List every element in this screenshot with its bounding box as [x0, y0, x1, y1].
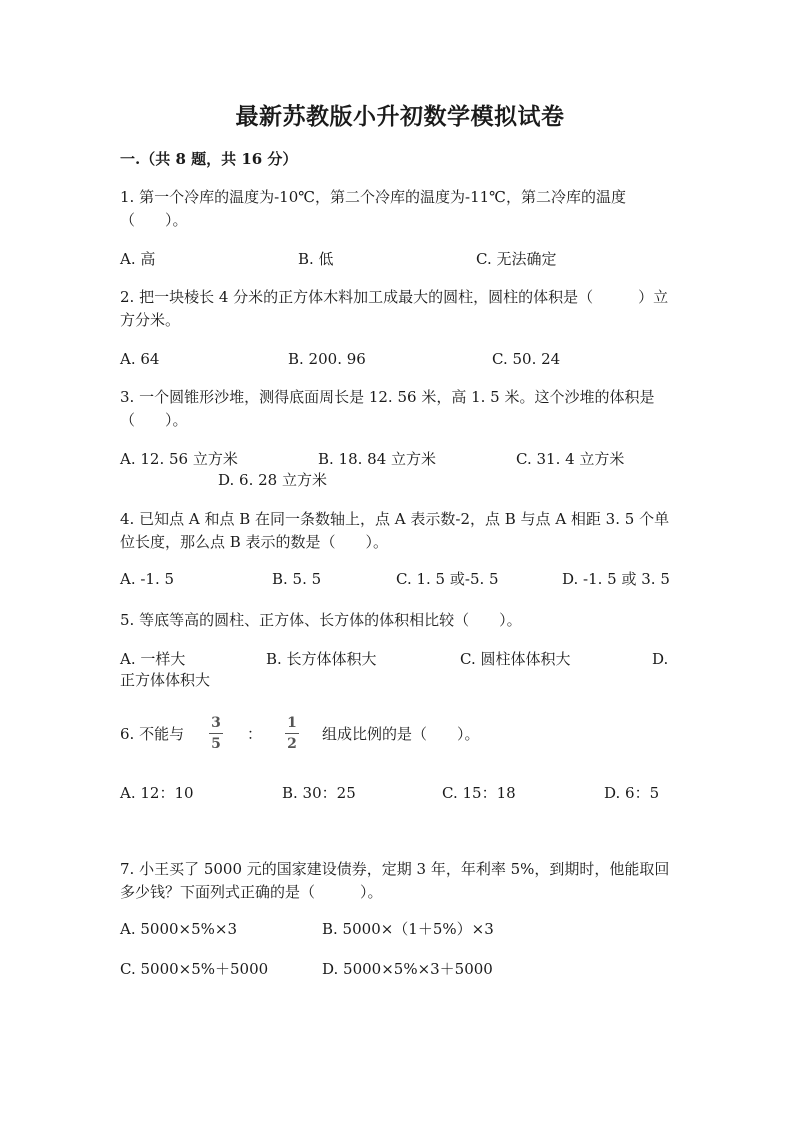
q5-option-c: C. 圆柱体体积大 [460, 650, 571, 668]
question-4: 4. 已知点 A 和点 B 在同一条数轴上，点 A 表示数-2，点 B 与点 A 相距 3. 5 个单位长度，那么点 B 表示的数是（ ）。 [120, 510, 670, 551]
q6-option-d: D. 6：5 [604, 784, 660, 802]
fraction-three-fifths [209, 715, 223, 752]
q5-option-b: B. 长方体体积大 [266, 650, 377, 668]
q3-option-c: C. 31. 4 立方米 [516, 450, 625, 468]
q3-option-a: A. 12. 56 立方米 [120, 450, 238, 468]
fraction-one-half [285, 715, 299, 752]
q4-option-a: A. -1. 5 [120, 570, 175, 588]
q7-option-b: B. 5000×（1＋5%）×3 [322, 920, 494, 938]
q6-option-a: A. 12：10 [120, 784, 194, 802]
q5-option-a: A. 一样大 [120, 650, 186, 668]
q4-option-b: B. 5. 5 [272, 570, 322, 588]
question-7: 7. 小王买了 5000 元的国家建设债券，定期 3 年，年利率 5%，到期时，他能取回多少钱？下面列式正确的是（ ）。 [120, 860, 670, 901]
q7-option-a: A. 5000×5%×3 [120, 920, 238, 938]
q3-option-b: B. 18. 84 立方米 [318, 450, 437, 468]
q4-option-d: D. -1. 5 或 3. 5 [562, 570, 670, 588]
q7-option-c: C. 5000×5%＋5000 [120, 960, 269, 978]
q6-option-b: B. 30：25 [282, 784, 356, 802]
q6-colon: ： [247, 725, 263, 743]
page-title: 最新苏教版小升初数学模拟试卷 [235, 103, 565, 130]
q5-option-d: D. [652, 650, 669, 668]
fraction-numerator: 1 [287, 715, 297, 731]
q1-option-b: B. 低 [298, 250, 334, 268]
q6-suffix: 组成比例的是（ ）。 [322, 725, 480, 743]
fraction-numerator: 3 [211, 715, 221, 731]
fraction-denominator: 5 [211, 736, 221, 752]
question-3: 3. 一个圆锥形沙堆，测得底面周长是 12. 56 米，高 1. 5 米。这个沙堆的体积是（ ）。 [120, 388, 655, 429]
fraction-bar [209, 733, 223, 734]
q5-option-d-text: 正方体体积大 [120, 671, 211, 689]
q2-option-b: B. 200. 96 [288, 350, 366, 368]
fraction-denominator: 2 [287, 736, 297, 752]
q7-option-d: D. 5000×5%×3＋5000 [322, 960, 493, 978]
q3-option-d: D. 6. 28 立方米 [218, 471, 327, 489]
q4-option-c: C. 1. 5 或-5. 5 [396, 570, 499, 588]
section-heading: 一.（共 8 题，共 16 分） [120, 150, 298, 168]
q1-option-c: C. 无法确定 [476, 250, 557, 268]
question-2: 2. 把一块棱长 4 分米的正方体木料加工成最大的圆柱，圆柱的体积是（ ）立方分米。 [120, 288, 669, 329]
question-5: 5. 等底等高的圆柱、正方体、长方体的体积相比较（ ）。 [120, 611, 522, 629]
q2-option-c: C. 50. 24 [492, 350, 561, 368]
q6-prefix: 6. 不能与 [120, 725, 185, 743]
fraction-bar [285, 733, 299, 734]
q2-option-a: A. 64 [120, 350, 160, 368]
q1-option-a: A. 高 [120, 250, 156, 268]
question-1: 1. 第一个冷库的温度为-10℃，第二个冷库的温度为-11℃，第二冷库的温度（ ）。 [120, 188, 626, 229]
q6-option-c: C. 15：18 [442, 784, 516, 802]
